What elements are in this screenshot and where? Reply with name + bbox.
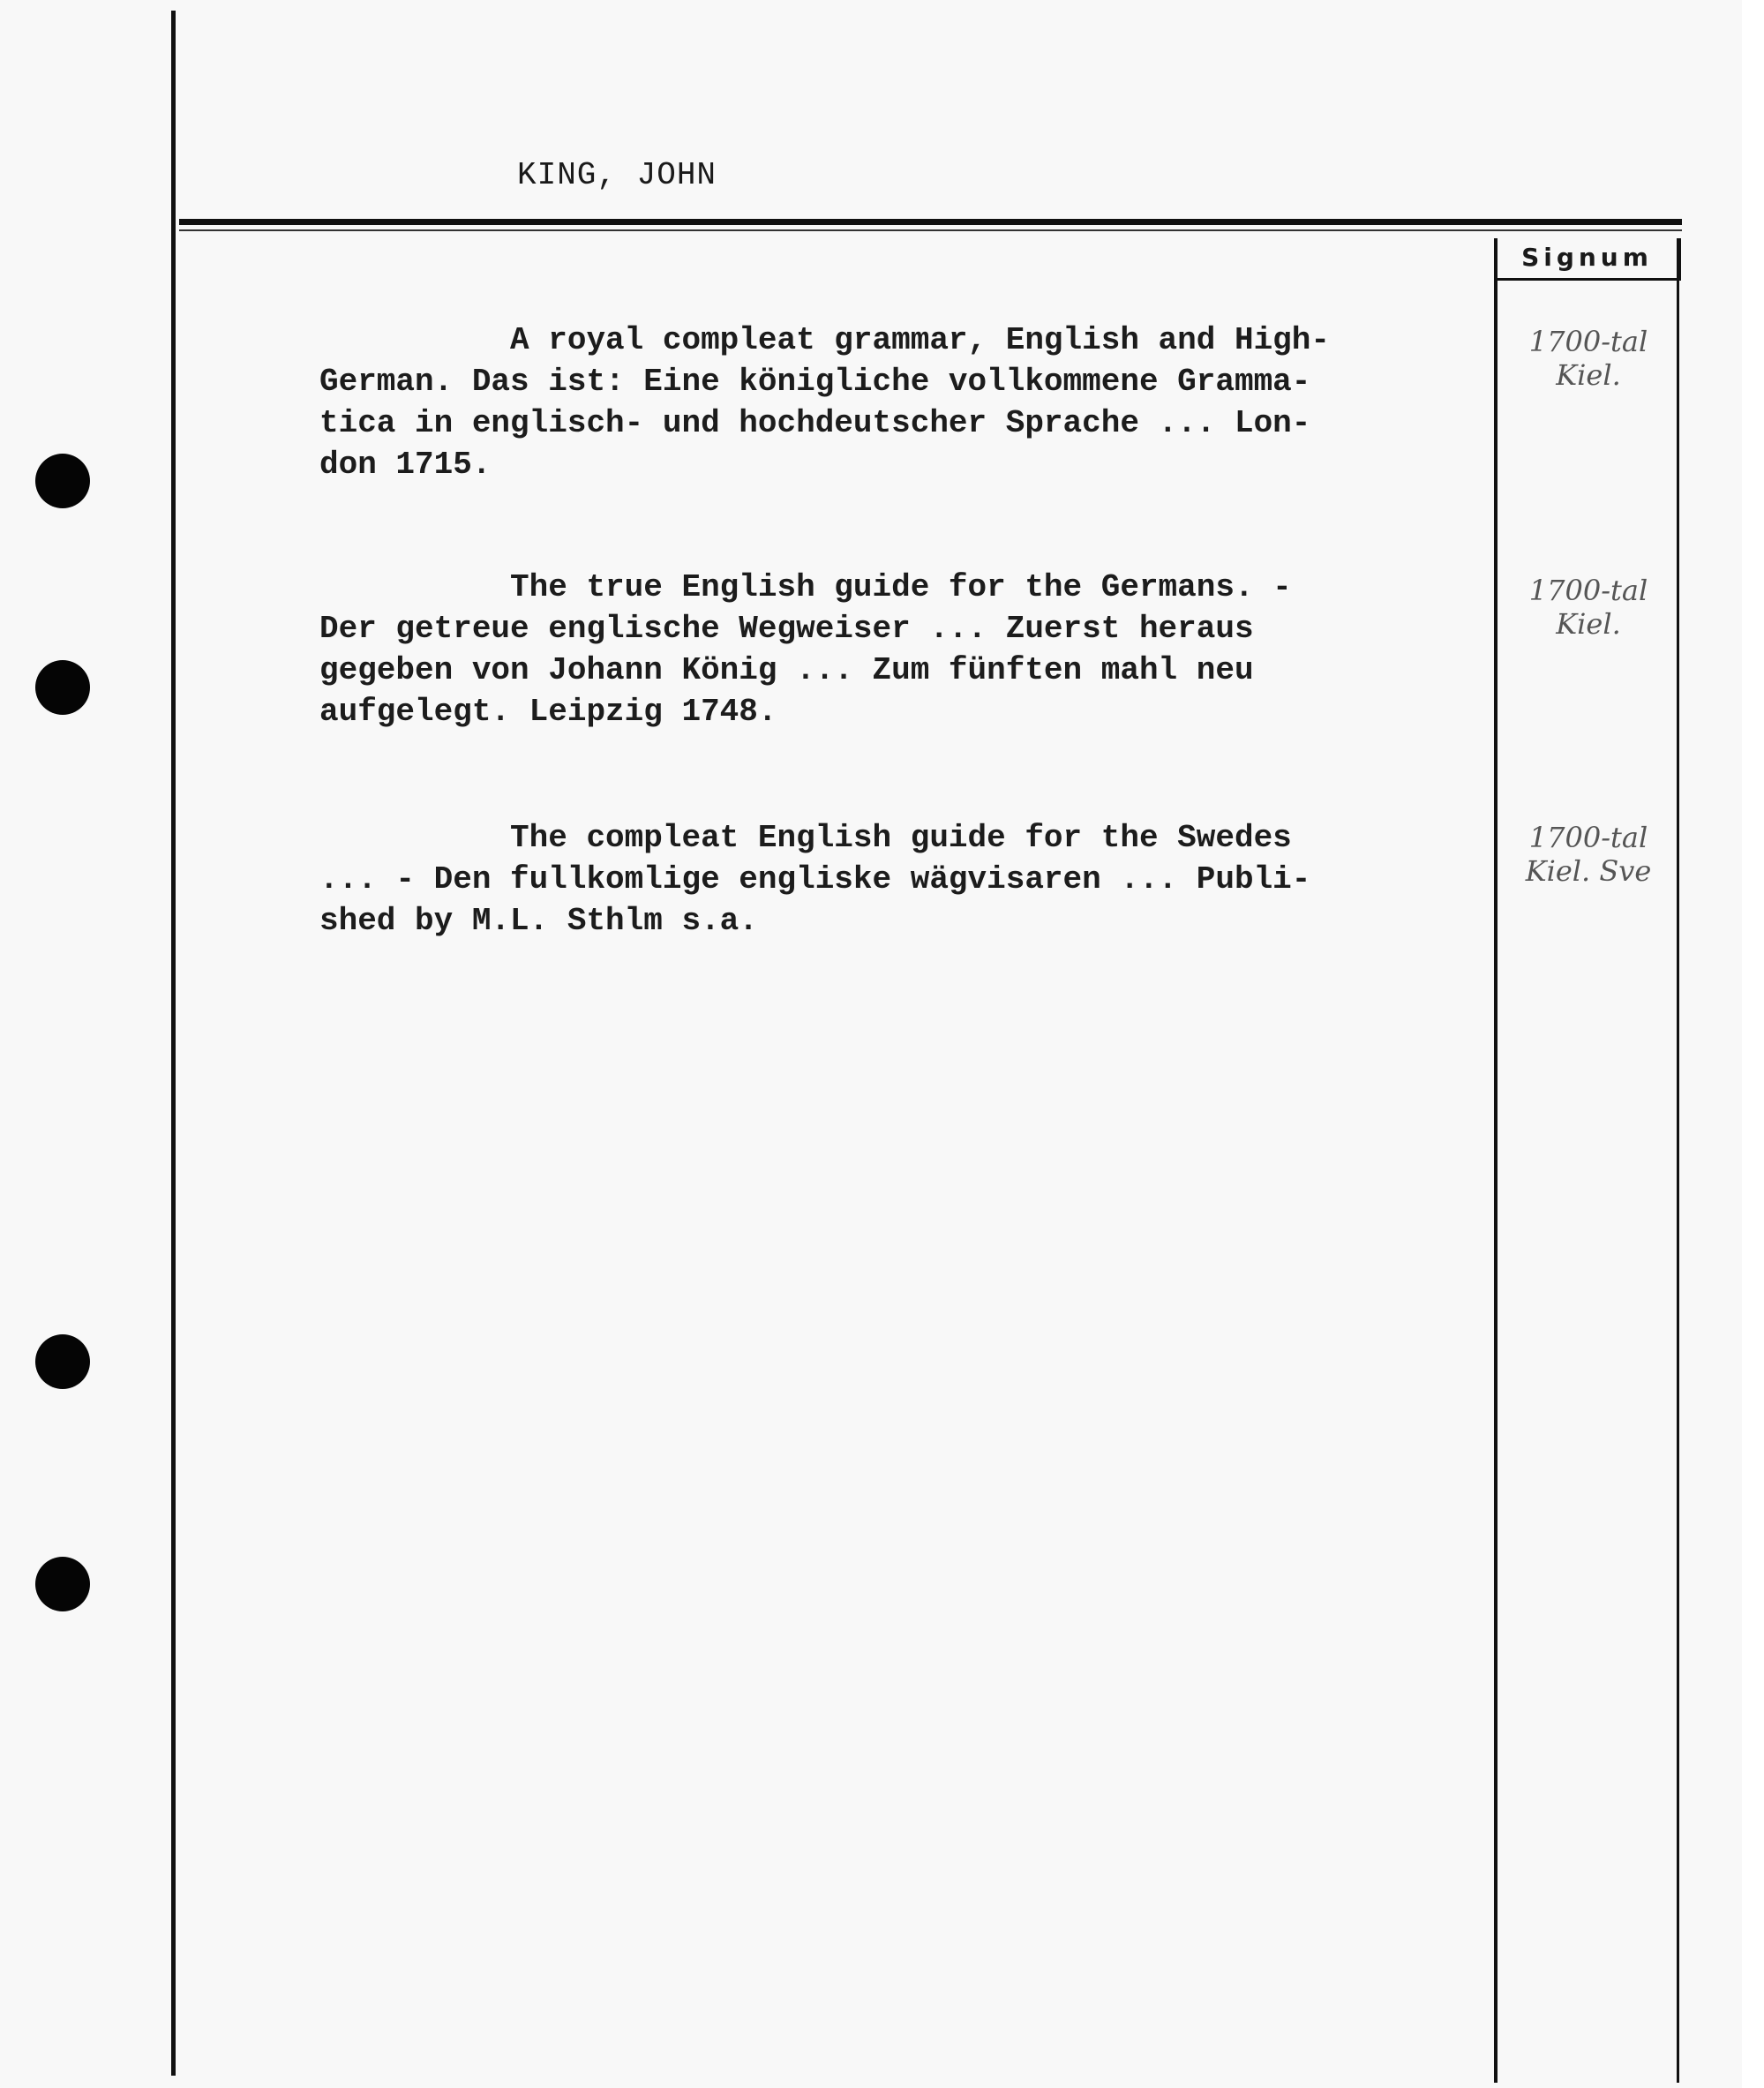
signum-column-border-right <box>1677 238 1679 2083</box>
signum-header: Signum <box>1494 238 1681 281</box>
punch-hole <box>35 660 90 715</box>
card-heading: KING, JOHN <box>517 157 717 193</box>
heading-rule <box>179 219 1682 225</box>
signum-note: 1700-tal Kiel. <box>1528 574 1648 641</box>
punch-hole <box>35 454 90 508</box>
margin-line <box>171 11 176 2076</box>
signum-column-border-left <box>1494 238 1498 2083</box>
catalog-entry: The true English guide for the Germans. - Der getreue englische Wegweiser ... Zuerst heraus gegeben von Johann König ... Zum fünften mahl neu aufgelegt. Leipzig 1748. <box>319 569 1292 730</box>
punch-hole <box>35 1557 90 1611</box>
catalog-entry: The compleat English guide for the Swedes ... - Den fullkomlige engliske wägvisaren ... Publi- shed by M.L. Sthlm s.a. <box>319 820 1311 939</box>
signum-note: 1700-tal Kiel. Sve <box>1525 821 1652 888</box>
catalog-entry: A royal compleat grammar, English and High- German. Das ist: Eine königliche vollkommene Gramma- tica in englisch- und hochdeutscher Sprache ... Lon- don 1715. <box>319 322 1330 483</box>
punch-hole <box>35 1334 90 1389</box>
signum-note: 1700-tal Kiel. <box>1528 325 1648 392</box>
heading-rule-thin <box>179 229 1682 231</box>
